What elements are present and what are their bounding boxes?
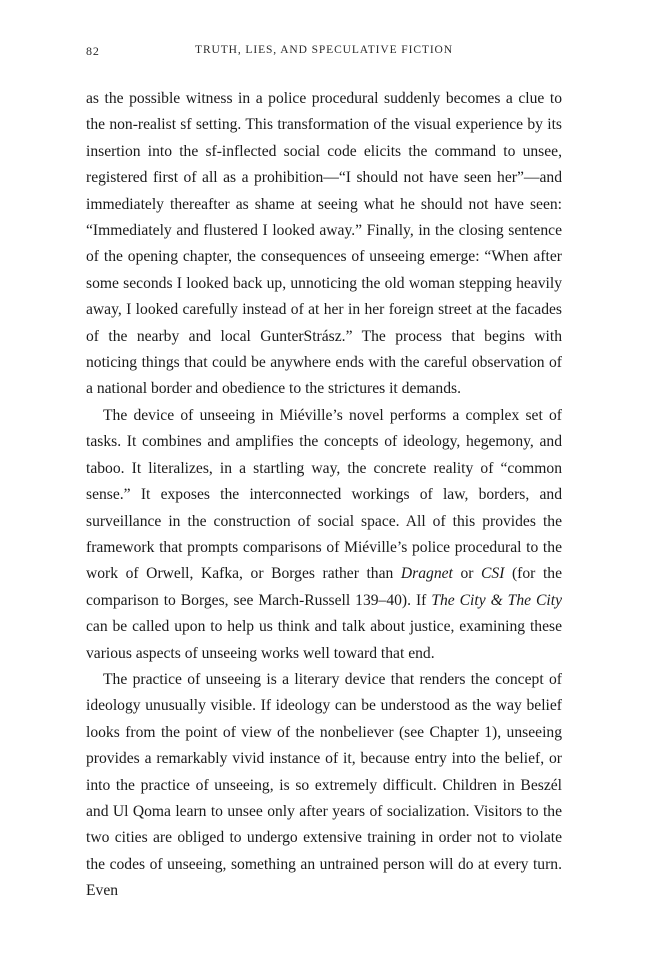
text-run: The practice of unseeing is a literary device that renders the concept of ideology unusually visible. If ideology can be understood as the way belief looks from the point of view of the nonbeliever (see Chapter 1), unseeing provides a remarkably vivid instance of it, because entry into the belief, or into the practice of unseeing, is so extremely difficult. Children in Beszél and Ul Qoma learn to unsee only after years of socialization. Visitors to the two cities are obliged to undergo extensive training in order not to violate the codes of unseeing, something an untrained person will do at every turn. Even [86,670,562,900]
text-run: can be called upon to help us think and talk about justice, examining these various aspects of unseeing works well toward that end. [86,618,562,662]
italic-title: The City & The City [431,591,562,609]
running-title: TRUTH, LIES, AND SPECULATIVE FICTION [195,44,453,56]
text-run: The device of unseeing in Miéville’s novel performs a complex set of tasks. It combines and amplifies the concepts of ideology, hegemony, and taboo. It literalizes, in a startling way, the concrete reality of “common sense.” It exposes the interconnected workings of law, borders, and surveillance in the construction of social space. All of this provides the framework that prompts comparisons of Miéville’s police procedural to the work of Orwell, Kafka, or Borges rather than [86,406,562,583]
paragraph [86,667,562,905]
body-text [86,86,562,905]
paragraph [86,86,562,403]
italic-title: Dragnet [400,565,453,583]
text-run: or [452,565,482,583]
italic-title: CSI [481,565,505,583]
running-head [86,44,562,62]
paragraph [86,403,562,667]
text-run: (for the comparison to Borges, see March-Russell 139–40). If [86,565,562,609]
text-run: as the possible witness in a police procedural suddenly becomes a clue to the non-realist sf setting. This transformation of the visual experience by its insertion into the sf-inflected social code elicits the command to unsee, registered first of all as a prohibition—“I should not have seen her”—and immediately thereafter as shame at seeing what he should not have seen: “Immediately and flustered I looked away.” Finally, in the closing sentence of the opening chapter, the consequences of unseeing emerge: “When after some seconds I looked back up, unnoticing the old woman stepping heavily away, I looked carefully instead of at her in her foreign street at the facades of the nearby and local GunterStrász.” The process that begins with noticing things that could be anywhere ends with the careful observation of a national border and obedience to the strictures it demands. [86,90,562,398]
page-number: 82 [86,44,100,58]
